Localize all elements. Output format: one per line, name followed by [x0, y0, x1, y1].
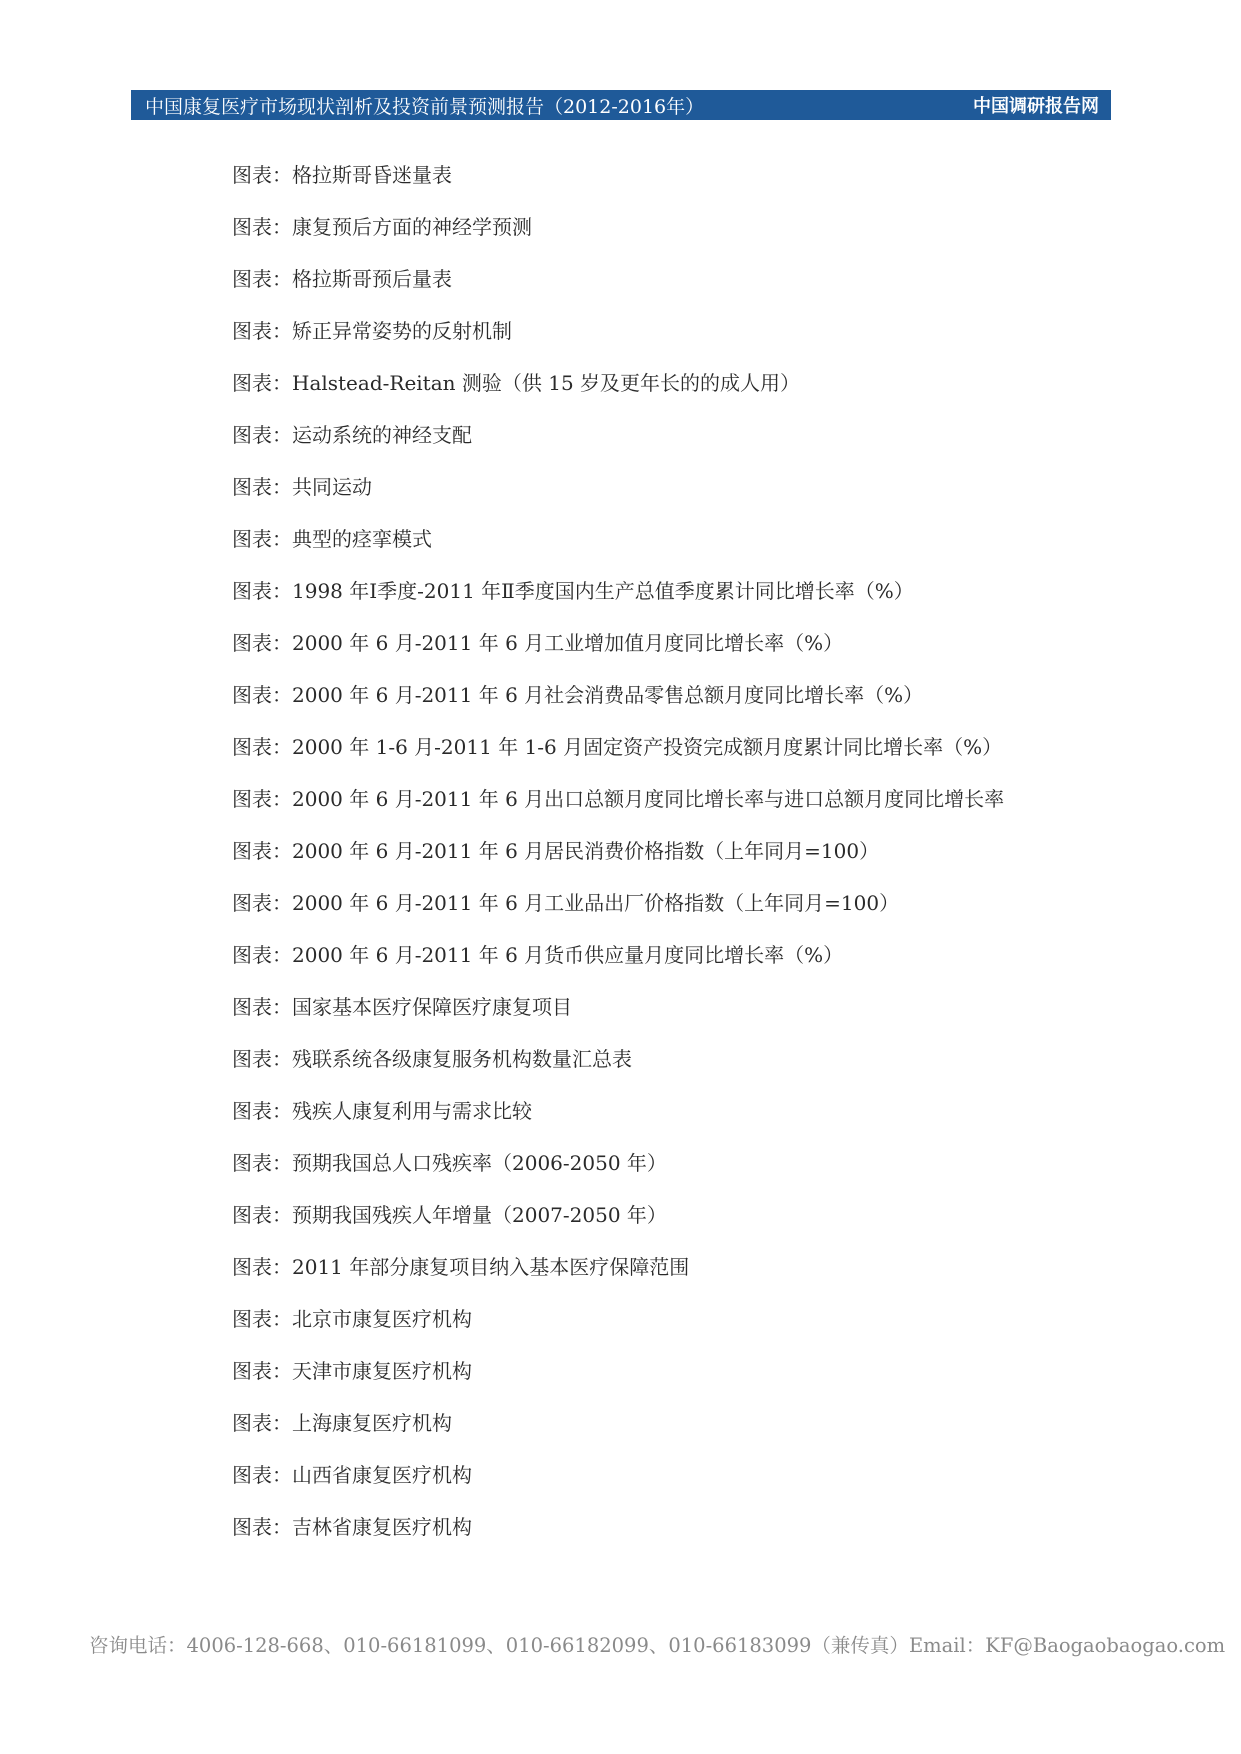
figure-list-item: 图表：天津市康复医疗机构: [232, 1359, 472, 1383]
figure-list-item: 图表：预期我国总人口残疾率（2006-2050 年）: [232, 1151, 667, 1175]
page-header: [131, 90, 1111, 120]
figure-list-item: 图表：2000 年 6 月-2011 年 6 月社会消费品零售总额月度同比增长率（%）: [232, 683, 924, 707]
figure-list-item: 图表：残联系统各级康复服务机构数量汇总表: [232, 1047, 632, 1071]
figure-list-item: 图表：2000 年 1-6 月-2011 年 1-6 月固定资产投资完成额月度累计同比增长率（%）: [232, 735, 1003, 759]
figure-list: [232, 158, 1004, 1562]
figure-list-item: 图表：残疾人康复利用与需求比较: [232, 1099, 532, 1123]
figure-list-item: 图表：共同运动: [232, 475, 372, 499]
figure-list-item: 图表：矫正异常姿势的反射机制: [232, 319, 512, 343]
figure-list-item: 图表：2011 年部分康复项目纳入基本医疗保障范围: [232, 1255, 690, 1279]
figure-list-item: 图表：2000 年 6 月-2011 年 6 月出口总额月度同比增长率与进口总额月度同比增长率: [232, 787, 1005, 811]
figure-list-item: 图表：康复预后方面的神经学预测: [232, 215, 532, 239]
figure-list-item: 图表：吉林省康复医疗机构: [232, 1515, 472, 1539]
figure-list-item: 图表：典型的痉挛模式: [232, 527, 432, 551]
report-title: 中国康复医疗市场现状剖析及投资前景预测报告（2012-2016年）: [145, 95, 705, 118]
figure-list-item: 图表：预期我国残疾人年增量（2007-2050 年）: [232, 1203, 667, 1227]
figure-list-item: 图表：1998 年Ⅰ季度-2011 年Ⅱ季度国内生产总值季度累计同比增长率（%）: [232, 579, 914, 603]
contact-phone: 咨询电话：4006-128-668、010-66181099、010-66182099、010-66183099（兼传真）: [89, 1634, 909, 1657]
figure-list-item: 图表：格拉斯哥昏迷量表: [232, 163, 452, 187]
figure-list-item: 图表：国家基本医疗保障医疗康复项目: [232, 995, 572, 1019]
figure-list-item: 图表：2000 年 6 月-2011 年 6 月货币供应量月度同比增长率（%）: [232, 943, 844, 967]
figure-list-item: 图表：运动系统的神经支配: [232, 423, 472, 447]
figure-list-item: 图表：上海康复医疗机构: [232, 1411, 452, 1435]
figure-list-item: 图表：Halstead-Reitan 测验（供 15 岁及更年长的的成人用）: [232, 371, 801, 395]
figure-list-item: 图表：2000 年 6 月-2011 年 6 月工业品出厂价格指数（上年同月=100）: [232, 891, 900, 915]
page-footer: [89, 1630, 1226, 1658]
figure-list-item: 图表：北京市康复医疗机构: [232, 1307, 472, 1331]
figure-list-item: 图表：山西省康复医疗机构: [232, 1463, 472, 1487]
site-brand: 中国调研报告网: [973, 96, 1099, 117]
contact-email: Email：KF@Baogaobaogao.com: [908, 1634, 1226, 1657]
figure-list-item: 图表：格拉斯哥预后量表: [232, 267, 452, 291]
figure-list-item: 图表：2000 年 6 月-2011 年 6 月工业增加值月度同比增长率（%）: [232, 631, 844, 655]
figure-list-item: 图表：2000 年 6 月-2011 年 6 月居民消费价格指数（上年同月=100）: [232, 839, 880, 863]
